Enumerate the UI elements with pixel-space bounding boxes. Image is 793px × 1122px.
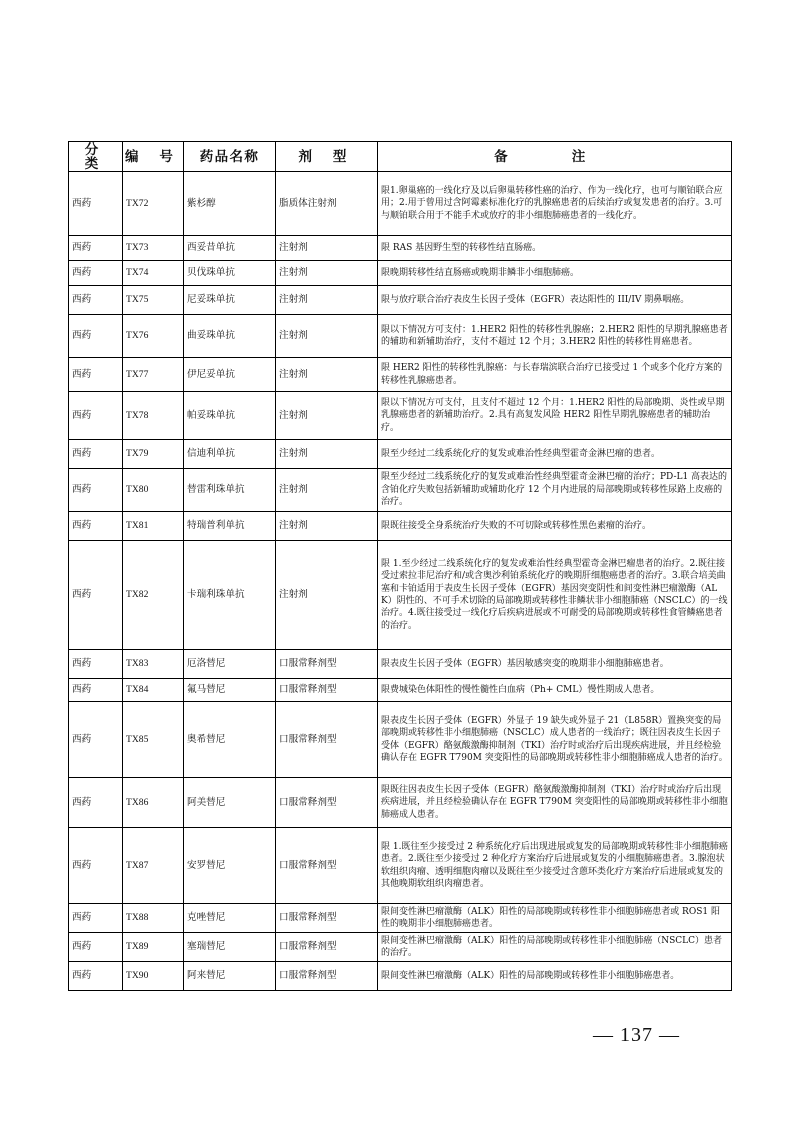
cell-dosage-form: 注射剂 (276, 315, 378, 358)
cell-code: TX83 (123, 650, 184, 679)
cell-category: 西药 (69, 469, 123, 512)
table-row (69, 286, 732, 315)
cell-note: 限晚期转移性结直肠癌或晚期非鳞非小细胞肺癌。 (378, 261, 732, 286)
cell-category: 西药 (69, 933, 123, 962)
cell-note: 限间变性淋巴瘤激酶（ALK）阳性的局部晚期或转移性非小细胞肺癌患者或 ROS1 阳性的晚期非小细胞肺癌患者。 (378, 904, 732, 933)
cell-drug-name: 紫杉醇 (184, 172, 276, 236)
cell-code: TX76 (123, 315, 184, 358)
cell-drug-name: 特瑞普利单抗 (184, 512, 276, 541)
table-row (69, 828, 732, 904)
cell-code: TX85 (123, 702, 184, 778)
cell-drug-name: 信迪利单抗 (184, 440, 276, 469)
cell-category: 西药 (69, 236, 123, 261)
header-drug-name: 药品名称 (184, 142, 276, 172)
cell-category: 西药 (69, 512, 123, 541)
table-row (69, 933, 732, 962)
cell-code: TX87 (123, 828, 184, 904)
cell-note: 限既往接受全身系统治疗失败的不可切除或转移性黑色素瘤的治疗。 (378, 512, 732, 541)
cell-category: 西药 (69, 650, 123, 679)
table-row (69, 679, 732, 702)
cell-note: 限表皮生长因子受体（EGFR）外显子 19 缺失或外显子 21（L858R）置换突变的局部晚期或转移性非小细胞肺癌（NSCLC）成人患者的一线治疗；既往因表皮生长因子受体（EGFR）酪氨酸激酶抑制剂（TKI）治疗时或治疗后出现疾病进展，并且经检验确认存在 EGFR T790M 突变阳性的局部晚期或转移性非小细胞肺癌成人患者的治疗。 (378, 702, 732, 778)
cell-code: TX72 (123, 172, 184, 236)
cell-dosage-form: 注射剂 (276, 512, 378, 541)
cell-note: 限至少经过二线系统化疗的复发或难治性经典型霍奇金淋巴瘤的患者。 (378, 440, 732, 469)
cell-category: 西药 (69, 702, 123, 778)
cell-dosage-form: 口服常释剂型 (276, 904, 378, 933)
cell-dosage-form: 口服常释剂型 (276, 702, 378, 778)
cell-dosage-form: 注射剂 (276, 392, 378, 440)
table-row (69, 315, 732, 358)
cell-dosage-form: 口服常释剂型 (276, 962, 378, 991)
cell-note: 限1.卵巢癌的一线化疗及以后卵巢转移性癌的治疗、作为一线化疗，也可与顺铂联合应用；2.用于曾用过含阿霉素标准化疗的乳腺癌患者的后续治疗或复发患者的治疗。3.可与顺铂联合用于不能手术或放疗的非小细胞肺癌患者的一线化疗。 (378, 172, 732, 236)
cell-drug-name: 曲妥珠单抗 (184, 315, 276, 358)
cell-drug-name: 帕妥珠单抗 (184, 392, 276, 440)
table-row (69, 469, 732, 512)
cell-code: TX77 (123, 358, 184, 392)
cell-drug-name: 贝伐珠单抗 (184, 261, 276, 286)
cell-dosage-form: 注射剂 (276, 541, 378, 650)
cell-note: 限 HER2 阳性的转移性乳腺癌：与长春瑞滨联合治疗已接受过 1 个或多个化疗方案的转移性乳腺癌患者。 (378, 358, 732, 392)
cell-drug-name: 替雷利珠单抗 (184, 469, 276, 512)
table-row (69, 172, 732, 236)
cell-note: 限表皮生长因子受体（EGFR）基因敏感突变的晚期非小细胞肺癌患者。 (378, 650, 732, 679)
table-row (69, 261, 732, 286)
cell-drug-name: 西妥昔单抗 (184, 236, 276, 261)
cell-drug-name: 安罗替尼 (184, 828, 276, 904)
cell-category: 西药 (69, 440, 123, 469)
cell-dosage-form: 注射剂 (276, 261, 378, 286)
cell-note: 限与放疗联合治疗表皮生长因子受体（EGFR）表达阳性的 III/IV 期鼻咽癌。 (378, 286, 732, 315)
cell-category: 西药 (69, 261, 123, 286)
cell-category: 西药 (69, 286, 123, 315)
cell-note: 限以下情况方可支付，且支付不超过 12 个月：1.HER2 阳性的局部晚期、炎性或早期乳腺癌患者的新辅助治疗。2.具有高复发风险 HER2 阳性早期乳腺癌患者的辅助治疗。 (378, 392, 732, 440)
cell-dosage-form: 注射剂 (276, 469, 378, 512)
cell-code: TX81 (123, 512, 184, 541)
cell-category: 西药 (69, 392, 123, 440)
cell-dosage-form: 口服常释剂型 (276, 679, 378, 702)
cell-dosage-form: 脂质体注射剂 (276, 172, 378, 236)
header-notes: 备 注 (378, 142, 732, 172)
drug-catalog-table (68, 141, 732, 991)
cell-category: 西药 (69, 315, 123, 358)
cell-code: TX78 (123, 392, 184, 440)
cell-drug-name: 奥希替尼 (184, 702, 276, 778)
cell-note: 限间变性淋巴瘤激酶（ALK）阳性的局部晚期或转移性非小细胞肺癌（NSCLC）患者的治疗。 (378, 933, 732, 962)
cell-drug-name: 尼妥珠单抗 (184, 286, 276, 315)
cell-drug-name: 氟马替尼 (184, 679, 276, 702)
table-row (69, 904, 732, 933)
cell-drug-name: 阿来替尼 (184, 962, 276, 991)
cell-dosage-form: 口服常释剂型 (276, 650, 378, 679)
cell-drug-name: 阿美替尼 (184, 778, 276, 828)
cell-code: TX84 (123, 679, 184, 702)
cell-dosage-form: 注射剂 (276, 236, 378, 261)
cell-note: 限至少经过二线系统化疗的复发或难治性经典型霍奇金淋巴瘤的治疗；PD-L1 高表达的含铂化疗失败包括新辅助或辅助化疗 12 个月内进展的局部晚期或转移性尿路上皮癌的治疗。 (378, 469, 732, 512)
cell-code: TX79 (123, 440, 184, 469)
cell-code: TX75 (123, 286, 184, 315)
table-body (69, 172, 732, 991)
cell-drug-name: 伊尼妥单抗 (184, 358, 276, 392)
cell-category: 西药 (69, 679, 123, 702)
cell-note: 限既往因表皮生长因子受体（EGFR）酪氨酸激酶抑制剂（TKI）治疗时或治疗后出现疾病进展，并且经检验确认存在 EGFR T790M 突变阳性的局部晚期或转移性非小细胞肺癌成人患者。 (378, 778, 732, 828)
cell-code: TX86 (123, 778, 184, 828)
cell-dosage-form: 口服常释剂型 (276, 933, 378, 962)
cell-note: 限 1.至少经过二线系统化疗的复发或难治性经典型霍奇金淋巴瘤患者的治疗。2.既往接受过索拉非尼治疗和/或含奥沙利铂系统化疗的晚期肝细胞癌患者的治疗。3.联合培美曲塞和卡铂适用于表皮生长因子受体（EGFR）基因突变阴性和间变性淋巴瘤激酶（ALK）阴性的、不可手术切除的局部晚期或转移性非鳞状非小细胞肺癌（NSCLC）的一线治疗。4.既往接受过一线化疗后疾病进展或不可耐受的局部晚期或转移性食管鳞癌患者的治疗。 (378, 541, 732, 650)
cell-note: 限间变性淋巴瘤激酶（ALK）阳性的局部晚期或转移性非小细胞肺癌患者。 (378, 962, 732, 991)
cell-category: 西药 (69, 828, 123, 904)
cell-code: TX88 (123, 904, 184, 933)
cell-drug-name: 卡瑞利珠单抗 (184, 541, 276, 650)
cell-code: TX82 (123, 541, 184, 650)
cell-drug-name: 克唑替尼 (184, 904, 276, 933)
cell-note: 限 RAS 基因野生型的转移性结直肠癌。 (378, 236, 732, 261)
cell-category: 西药 (69, 904, 123, 933)
table-row (69, 541, 732, 650)
table-row (69, 392, 732, 440)
table-row (69, 440, 732, 469)
cell-code: TX73 (123, 236, 184, 261)
cell-code: TX89 (123, 933, 184, 962)
cell-dosage-form: 注射剂 (276, 440, 378, 469)
cell-dosage-form: 口服常释剂型 (276, 828, 378, 904)
cell-category: 西药 (69, 172, 123, 236)
cell-dosage-form: 注射剂 (276, 286, 378, 315)
cell-category: 西药 (69, 778, 123, 828)
cell-code: TX90 (123, 962, 184, 991)
table-row (69, 236, 732, 261)
table-row (69, 962, 732, 991)
table-row (69, 358, 732, 392)
table-header-row (69, 142, 732, 172)
cell-code: TX80 (123, 469, 184, 512)
cell-note: 限费城染色体阳性的慢性髓性白血病（Ph+ CML）慢性期成人患者。 (378, 679, 732, 702)
cell-drug-name: 塞瑞替尼 (184, 933, 276, 962)
cell-category: 西药 (69, 358, 123, 392)
table-row (69, 778, 732, 828)
header-dosage-form: 剂 型 (276, 142, 378, 172)
header-code: 编 号 (123, 142, 184, 172)
cell-note: 限以下情况方可支付：1.HER2 阳性的转移性乳腺癌；2.HER2 阳性的早期乳腺癌患者的辅助和新辅助治疗，支付不超过 12 个月；3.HER2 阳性的转移性胃癌患者。 (378, 315, 732, 358)
cell-category: 西药 (69, 541, 123, 650)
table-row (69, 512, 732, 541)
cell-drug-name: 厄洛替尼 (184, 650, 276, 679)
cell-dosage-form: 口服常释剂型 (276, 778, 378, 828)
cell-dosage-form: 注射剂 (276, 358, 378, 392)
cell-category: 西药 (69, 962, 123, 991)
cell-note: 限 1.既往至少接受过 2 种系统化疗后出现进展或复发的局部晚期或转移性非小细胞肺癌患者。2.既往至少接受过 2 种化疗方案治疗后进展或复发的小细胞肺癌患者。3.腺泡状软组织肉瘤、透明细胞肉瘤以及既往至少接受过含蒽环类化疗方案治疗后进展或复发的其他晚期软组织肉瘤患者。 (378, 828, 732, 904)
table-row (69, 650, 732, 679)
cell-code: TX74 (123, 261, 184, 286)
table-row (69, 702, 732, 778)
header-category: 分 类 (69, 142, 123, 172)
page-number: — 137 — (593, 1024, 680, 1046)
